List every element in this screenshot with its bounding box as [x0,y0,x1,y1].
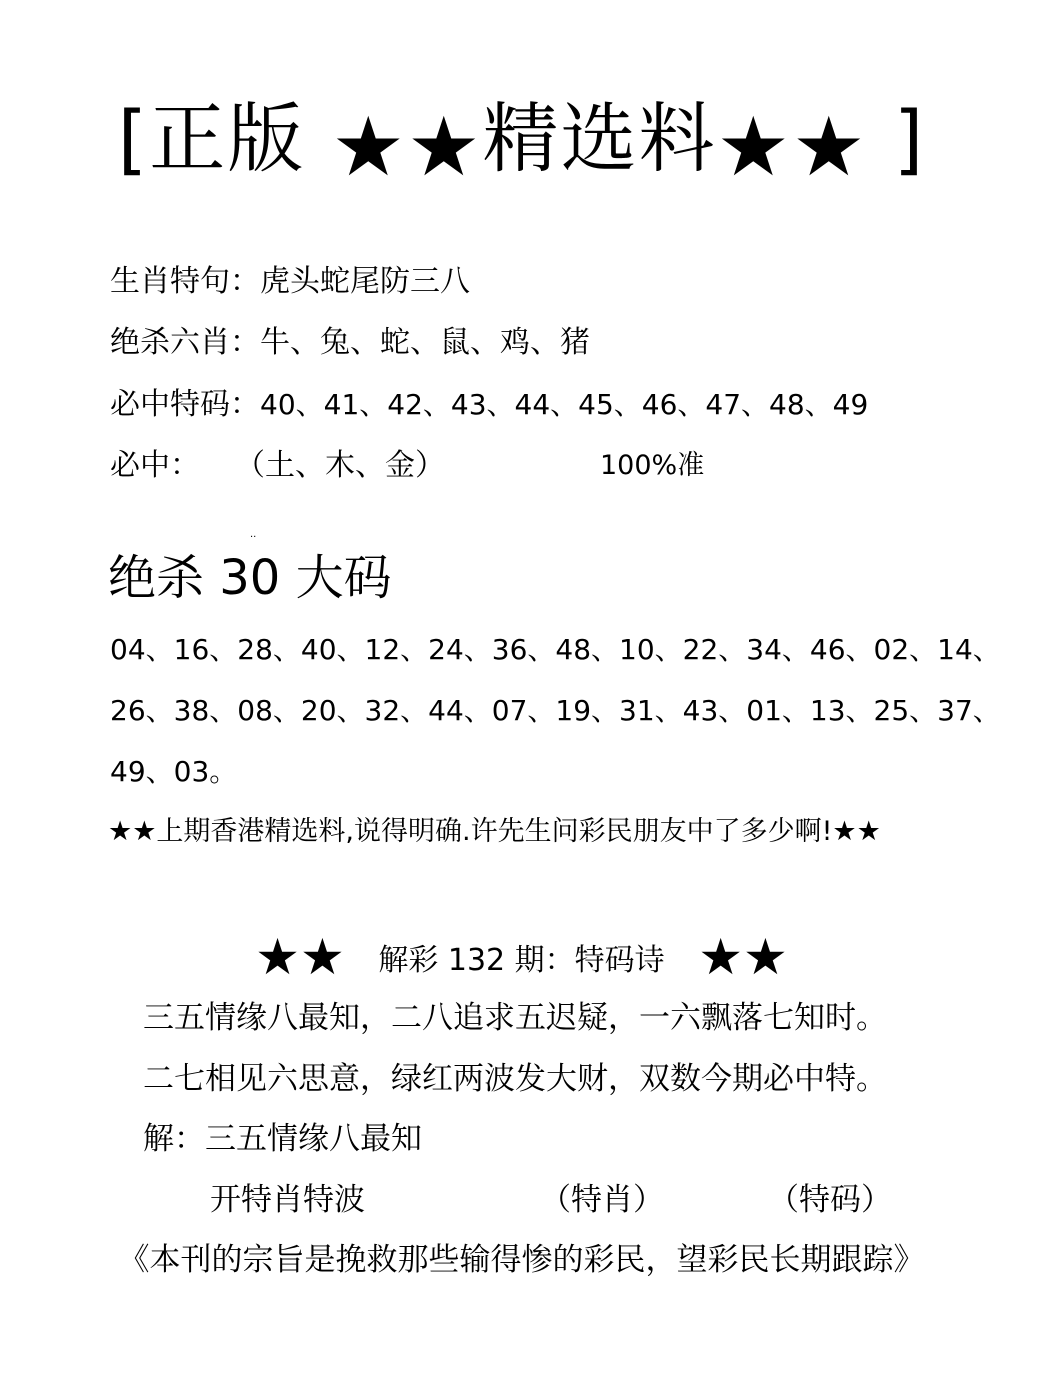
title-part-2: 精选料 [482,94,717,183]
star-icon: ★★ [716,100,868,195]
special-numbers-value: 40、41、42、43、44、45、46、47、48、49 [260,388,869,421]
kill-numbers-line-2: 26、38、08、20、32、44、07、19、31、43、01、13、25、37、 [110,694,1001,727]
kill-numbers-line-1: 04、16、28、40、12、24、36、48、10、22、34、46、02、14、 [110,633,1001,666]
special-zodiac-label: （特肖） [540,1182,664,1218]
kill-six-row [110,323,590,363]
poem-line-2: 二七相见六思意，绿红两波发大财，双数今期必中特。 [143,1061,887,1097]
must-hit-row [110,446,810,486]
kill-section-title: 绝杀 30 大码 [108,550,392,606]
poem-title: 解彩 132 期：特码诗 [378,943,665,978]
bracket-right: ] [893,94,926,183]
footer-text: 《本刊的宗旨是挽救那些输得惨的彩民，望彩民长期跟踪》 [118,1242,925,1278]
bracket-left: [ [117,94,150,183]
title-part-1: 正版 [149,94,306,183]
kill-six-label: 绝杀六肖： [110,325,260,360]
page-title [0,88,1043,195]
must-hit-value: （土、木、金） [235,448,445,483]
accuracy-value: 100%准 [600,450,705,481]
star-icon: ★★ [255,928,345,986]
special-code-label: （特码） [768,1182,892,1218]
solution-label: 解：三五情缘八最知 [143,1121,422,1157]
kill-six-value: 牛、兔、蛇、鼠、鸡、猪 [260,325,590,360]
reveal-label: 开特肖特波 [210,1182,365,1218]
banner-text: ★★上期香港精选料,说得明确.许先生问彩民朋友中了多少啊!★★ [108,816,881,847]
dots: ·· [250,532,257,543]
zodiac-phrase-row [110,262,470,302]
zodiac-phrase-value: 虎头蛇尾防三八 [260,264,470,299]
poem-section-title [0,928,1043,986]
poem-line-1: 三五情缘八最知，二八追求五迟疑，一六飘落七知时。 [143,1000,887,1036]
star-icon: ★★ [698,928,788,986]
star-icon: ★★ [331,100,483,195]
special-numbers-label: 必中特码： [110,387,260,422]
zodiac-phrase-label: 生肖特句： [110,264,260,299]
must-hit-label: 必中： [110,448,200,483]
special-numbers-row [110,385,868,425]
kill-numbers-line-3: 49、03。 [110,755,238,788]
